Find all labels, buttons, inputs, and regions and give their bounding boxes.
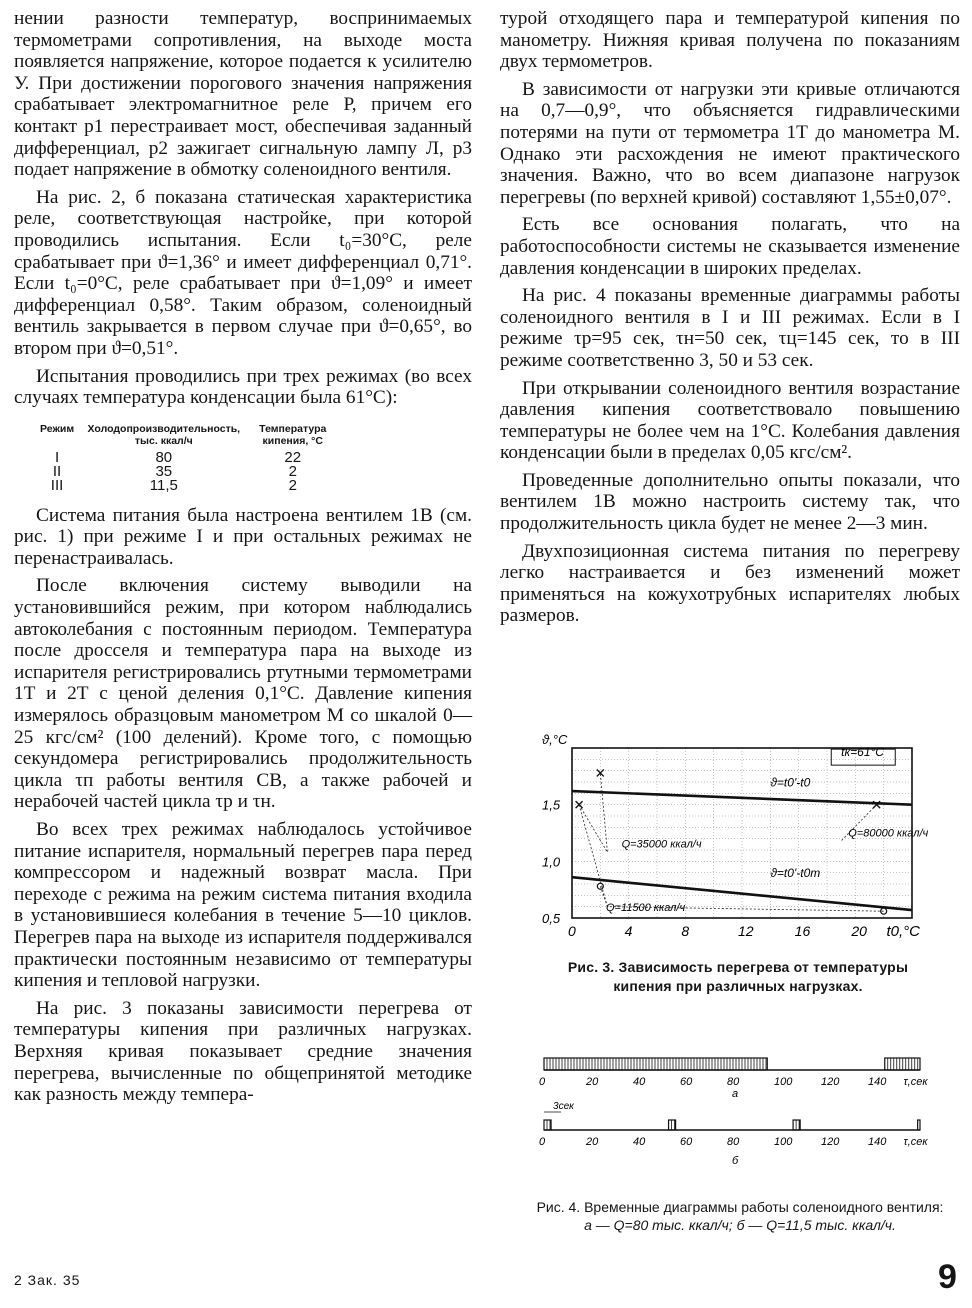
left-column xyxy=(14,8,472,1112)
x-tick-label: 60 xyxy=(680,1076,693,1088)
paragraph: На рис. 2, б показана статическая характеристика реле, соответствующая настройке, при которой проводились испытания. Если t₀=30°С, реле срабатывает при ϑ=1,36° и имеет дифференциал 0,71°. Если t₀=0°С, реле срабатывает при ϑ=1,09° и имеет дифференциал 0,58°. Таким образом, соленоидный вентиль закрывается в первом случае при ϑ=0,65°, во втором при ϑ=0,51°. xyxy=(14,186,472,359)
table-cell: II xyxy=(52,462,62,480)
paragraph: В зависимости от нагрузки эти кривые отличаются на 0,7—0,9°, что объясняется гидравлическими потерями на пути от термометра 1Т до манометра М. Однако эти расхождения не имеют практического значения. Важно, что во всем диапазоне нагрузок перегревы (по верхней кривой) составляют 1,55±0,07°. xyxy=(500,78,960,208)
diagram-label-b: б xyxy=(732,1155,739,1167)
duration-label: 3сек xyxy=(553,1101,574,1112)
chart-annotation: ϑ=t0'-t0 xyxy=(770,775,811,790)
paragraph: После включения систему выводили на установившийся режим, при котором наблюдались автоколебания с постоянным периодом. Температура после дросселя и температура пара на выходе из испарителя регистрировались ртутными термометрами 1Т и 2Т с ценой деления 0,1°С. Давление кипения измерялось образцовым манометром М со шкалой 0—25 кгс/см² (100 делений). Кроме того, с помощью секундомера регистрировались продолжительность цикла τп работы вентиля СВ, а также рабочей и нерабочей частей цикла τр и τн. xyxy=(14,575,472,813)
x-tick-label: 12 xyxy=(738,923,754,939)
paragraph: Проведенные дополнительно опыты показали, что вентилем 1В можно настроить систему так, что продолжительность цикла будет не менее 2—3 мин. xyxy=(500,469,960,535)
figure-3-chart xyxy=(540,728,950,950)
paragraph: нении разности температур, воспринимаемых термометрами сопротивления, на выходе моста появляется напряжение, которое подается к усилителю У. При достижении порогового значения напряжения срабатывает электромагнитное реле Р, причем его контакт p1 перестраивает мост, обеспечивая заданный дифференциал, p2 зажигает сигнальную лампу Л, p3 подает напряжение в обмотку соленоидного вентиля. xyxy=(14,8,472,181)
x-tick-label: 40 xyxy=(633,1076,646,1088)
valve-open-bar xyxy=(918,1120,920,1130)
y-tick-label: 1,0 xyxy=(542,854,561,870)
x-tick-label: 140 xyxy=(868,1076,887,1088)
x-tick-label: 80 xyxy=(727,1136,740,1148)
table-header: Режим xyxy=(40,422,75,435)
paragraph: турой отходящего пара и температурой кипения по манометру. Нижняя кривая получена по показаниям двух термометров. xyxy=(500,8,960,73)
table-cell: III xyxy=(50,476,64,494)
paragraph: Система питания была настроена вентилем 1В (см. рис. 1) при режиме I и при остальных режимах не перенастраивалась. xyxy=(14,504,472,569)
y-tick-label: 1,5 xyxy=(542,797,561,813)
chart-annotation: Q=11500 ккал/ч xyxy=(606,902,686,915)
chart-annotation: tк=61°С xyxy=(841,744,884,759)
x-tick-label: 0 xyxy=(568,923,576,939)
figure-4-caption-title: Рис. 4. Временные диаграммы работы соленоидного вентиля: xyxy=(536,1199,944,1215)
data-point-circle xyxy=(597,883,603,889)
leader-line xyxy=(579,805,607,907)
chart-annotation: Q=80000 ккал/ч xyxy=(848,827,929,840)
x-axis-label: τ,сек xyxy=(903,1076,928,1088)
valve-open-bar xyxy=(544,1058,767,1070)
x-tick-label: 120 xyxy=(821,1136,840,1148)
paragraph: Есть все основания полагать, что на работоспособности системы не сказывается изменение давления конденсации в широких пределах. xyxy=(500,214,960,279)
diagram-label-a: а xyxy=(732,1088,739,1100)
right-column xyxy=(500,8,960,633)
table-cell: 80 xyxy=(155,448,173,466)
x-tick-label: 8 xyxy=(681,923,690,939)
table-header: Температура кипения, °С xyxy=(259,422,327,447)
x-tick-label: 20 xyxy=(586,1076,599,1088)
table-cell: 11,5 xyxy=(149,476,178,494)
x-tick-label: 120 xyxy=(821,1076,840,1088)
x-tick-label: 16 xyxy=(794,923,811,939)
page-number: 9 xyxy=(938,1258,957,1296)
x-tick-label: 0 xyxy=(539,1076,546,1088)
paragraph: Испытания проводились при трех режимах (во всех случаях температура конденсации была 61°С): xyxy=(14,365,472,409)
x-tick-label: 20 xyxy=(586,1136,599,1148)
modes-table xyxy=(36,423,336,493)
table-row xyxy=(36,479,336,493)
figure-4-chart xyxy=(528,1040,948,1190)
x-axis-label: t0,°C xyxy=(886,923,921,940)
table-cell: I xyxy=(54,448,60,466)
x-tick-label: 100 xyxy=(774,1076,793,1088)
table-cell: 35 xyxy=(155,462,173,480)
x-tick-label: 100 xyxy=(774,1136,793,1148)
table-cell: 22 xyxy=(284,448,302,466)
paragraph: При открывании соленоидного вентиля возрастание давления кипения соответствовало повышению температуры не более чем на 1°С. Колебания давления конденсации были в пределах 0,05 кгс/см². xyxy=(500,377,960,464)
figure-4-caption-legend: а — Q=80 тыс. ккал/ч; б — Q=11,5 тыс. ккал/ч. xyxy=(584,1217,896,1233)
figure-3-caption: Рис. 3. Зависимость перегрева от температуры кипения при различных нагрузках. xyxy=(567,959,909,994)
x-tick-label: 60 xyxy=(680,1136,693,1148)
table-header: Холодопроизводительность, тыс. ккал/ч xyxy=(87,422,241,447)
footer-note: 2 Зак. 35 xyxy=(14,1272,81,1288)
x-tick-label: 140 xyxy=(868,1136,887,1148)
x-axis-label: τ,сек xyxy=(903,1136,928,1148)
chart-annotation: Q=35000 ккал/ч xyxy=(621,838,702,851)
x-tick-label: 4 xyxy=(624,923,633,939)
figure-4-caption xyxy=(520,1198,960,1234)
paragraph: Двухпозиционная система питания по перегреву легко настраивается и без изменений может применяться на кожухотрубных испарителях любых размеров. xyxy=(500,540,960,627)
x-tick-label: 20 xyxy=(851,923,867,939)
paragraph: На рис. 3 показаны зависимости перегрева от температуры кипения при различных нагрузках. Верхняя кривая показывает средние значения перегрева, вычисленные по общепринятой методике как разность между темпера- xyxy=(14,997,472,1106)
y-axis-label: ϑ,°C xyxy=(542,732,568,747)
table-cell: 2 xyxy=(288,476,297,494)
chart-annotation: ϑ=t0'-t0т xyxy=(770,866,821,881)
leader-line xyxy=(579,773,607,852)
paragraph: На рис. 4 показаны временные диаграммы работы соленоидного вентиля в I и III режимах. Если в I режиме τр=95 сек, τн=50 сек, τц=145 сек, то в III режиме соответственно 3, 50 и 53 сек. xyxy=(500,285,961,371)
x-tick-label: 80 xyxy=(727,1076,740,1088)
table-cell: 2 xyxy=(288,462,297,480)
y-tick-label: 0,5 xyxy=(542,911,561,926)
paragraph: Во всех трех режимах наблюдалось устойчивое питание испарителя, нормальный перегрев пара перед компрессором и надежный возврат масла. При переходе с режима на режим система питания входила в установившиеся колебания в течение 5—10 циклов. Перегрев пара на выходе из испарителя поддерживался практически постоянным независимо от температуры кипения и тепловой нагрузки. xyxy=(14,819,472,992)
x-tick-label: 40 xyxy=(633,1136,646,1148)
x-tick-label: 0 xyxy=(539,1136,546,1148)
